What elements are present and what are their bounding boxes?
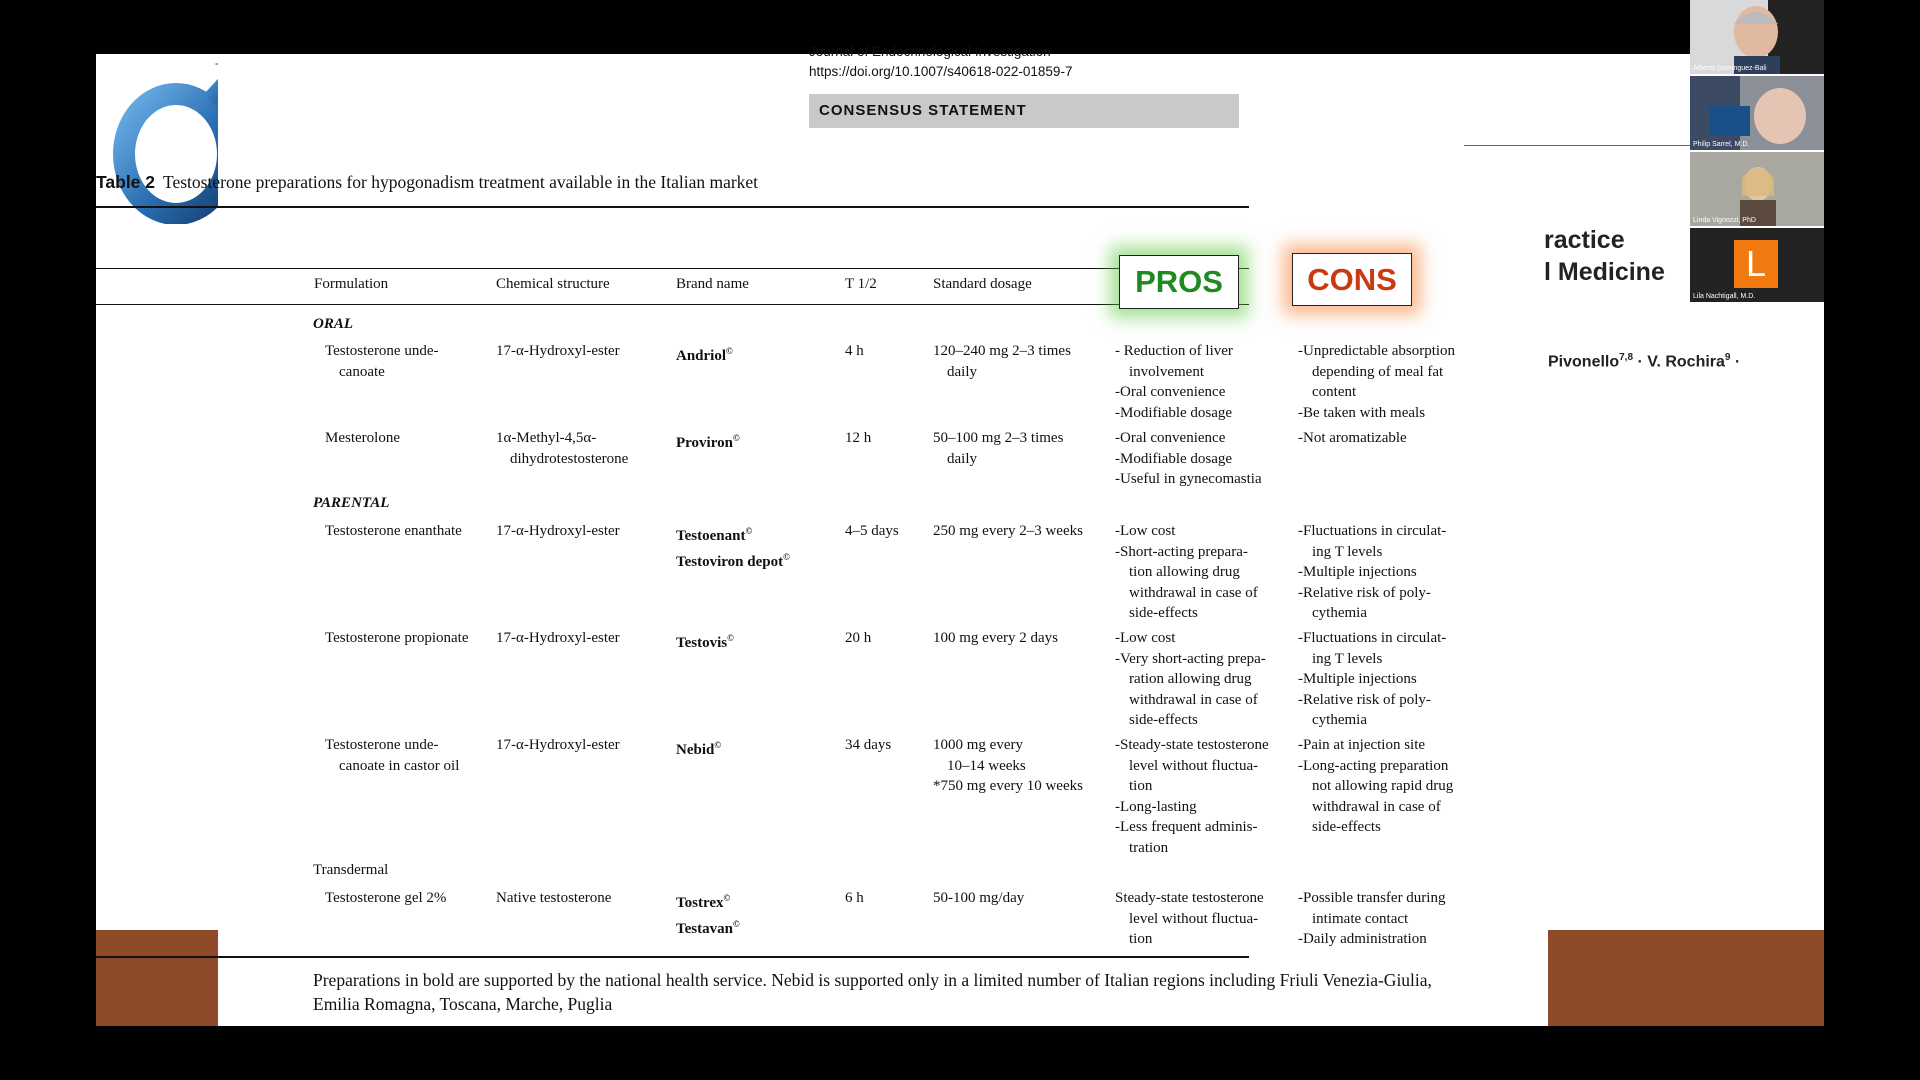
row-4-brand: Testovis©: [676, 633, 734, 651]
row-5-cons: -Pain at injection site -Long-acting preparation not allowing rapid drug withdrawal in case of side-effects: [1298, 737, 1454, 835]
table-bottom-rule: [96, 956, 1249, 958]
participant-avatar-4: L: [1734, 240, 1778, 288]
journal-name: Journal of Endocrinological Investigation: [809, 44, 1051, 59]
row-1-t12: 4 h: [845, 343, 864, 359]
row-6-brand: Tostrex© Testavan©: [676, 893, 740, 937]
row-5-t12: 34 days: [845, 737, 892, 753]
row-2-dosage: 50–100 mg 2–3 times daily: [933, 430, 1064, 467]
col-header-dosage: Standard dosage: [933, 276, 1032, 292]
row-2-pros: -Oral convenience -Modifiable dosage -Useful in gynecomastia: [1115, 430, 1262, 487]
section-transdermal: Transdermal: [313, 862, 389, 878]
section-oral: ORAL: [313, 316, 354, 332]
video-tile-4[interactable]: [1690, 228, 1824, 302]
row-2-chem: 1α-Methyl-4,5α- dihydrotestosterone: [496, 430, 629, 467]
row-3-brand: Testoenant© Testoviron depot©: [676, 526, 790, 570]
row-5-dosage: 1000 mg every 10–14 weeks *750 mg every 10 weeks: [933, 737, 1083, 794]
row-4-chem: 17-α-Hydroxyl-ester: [496, 630, 620, 646]
row-3-formulation: Testosterone enanthate: [325, 523, 462, 539]
video-tile-1[interactable]: [1690, 0, 1824, 74]
row-5-formulation: Testosterone unde- canoate in castor oil: [325, 737, 460, 774]
row-2-brand: Proviron©: [676, 433, 740, 451]
accent-bar-right: [1548, 930, 1824, 1026]
participant-video-3: [1690, 152, 1824, 226]
video-tile-3[interactable]: [1690, 152, 1824, 226]
table-title: Table 2 Testosterone preparations for hypogonadism treatment available in the Italian market: [96, 172, 759, 192]
row-6-cons: -Possible transfer during intimate contact -Daily administration: [1298, 890, 1446, 947]
row-2-formulation: Mesterolone: [325, 430, 400, 446]
row-6-pros: Steady-state testosterone level without fluctua- tion: [1115, 890, 1264, 947]
row-6-chem: Native testosterone: [496, 890, 612, 906]
participant-name-1: Alberto Dominguez-Bali: [1693, 65, 1767, 72]
row-3-t12: 4–5 days: [845, 523, 899, 539]
video-tile-2[interactable]: [1690, 76, 1824, 150]
row-3-pros: -Low cost -Short-acting prepara- tion allowing drug withdrawal in case of side-effects: [1115, 523, 1258, 621]
participant-name-4: Lila Nachtigall, M.D.: [1693, 293, 1756, 300]
pros-badge: PROS: [1119, 255, 1239, 309]
row-4-cons: -Fluctuations in circulat- ing T levels -Multiple injections -Relative risk of poly- cythemia: [1298, 630, 1447, 728]
section-label: CONSENSUS STATEMENT: [809, 94, 1239, 128]
header-top-rule: [96, 268, 1249, 269]
table-top-rule: [96, 206, 1249, 208]
col-header-chemical: Chemical structure: [496, 276, 610, 292]
col-header-t12: T 1/2: [845, 276, 877, 292]
row-1-brand: Andriol©: [676, 346, 733, 364]
row-5-chem: 17-α-Hydroxyl-ester: [496, 737, 620, 753]
header-bottom-rule: [96, 304, 1249, 305]
journal-info: [809, 42, 1072, 82]
col-header-formulation: Formulation: [314, 276, 389, 292]
row-3-cons: -Fluctuations in circulat- ing T levels -Multiple injections -Relative risk of poly- cythemia: [1298, 523, 1447, 621]
row-4-t12: 20 h: [845, 630, 872, 646]
row-6-t12: 6 h: [845, 890, 864, 906]
participant-video-2: [1690, 76, 1824, 150]
row-5-brand: Nebid©: [676, 740, 722, 758]
participant-name-3: Linda Vignozzi, PhD: [1693, 217, 1756, 224]
table-footnote: Preparations in bold are supported by the national health service. Nebid is supported only in a limited number of Italian regions including Friuli Venezia-Giulia, Emilia Romagna, Toscana, Marche, Puglia: [313, 970, 1432, 1014]
participant-video-1: [1690, 0, 1824, 74]
row-2-t12: 12 h: [845, 430, 872, 446]
row-1-formulation: Testosterone unde- canoate: [325, 343, 439, 380]
row-4-formulation: Testosterone propionate: [325, 630, 469, 646]
row-3-dosage: 250 mg every 2–3 weeks: [933, 523, 1083, 539]
participant-name-2: Philip Sarrel, M.D.: [1693, 141, 1750, 148]
row-1-pros: - Reduction of liver involvement -Oral convenience -Modifiable dosage: [1115, 343, 1233, 421]
background-article-title: ractice l Medicine: [1544, 226, 1665, 286]
row-4-pros: -Low cost -Very short-acting prepa- ration allowing drug withdrawal in case of side-effects: [1115, 630, 1266, 728]
row-5-pros: -Steady-state testosterone level without fluctua- tion -Long-lasting -Less frequent adminis- tration: [1115, 737, 1269, 856]
row-6-formulation: Testosterone gel 2%: [325, 890, 447, 906]
row-2-cons: -Not aromatizable: [1298, 430, 1407, 446]
background-authors: Pivonello$^{7,8}$ · V. Rochira$^9$ ·: [1548, 352, 1741, 371]
cons-badge: CONS: [1292, 253, 1412, 306]
row-4-dosage: 100 mg every 2 days: [933, 630, 1058, 646]
row-6-dosage: 50-100 mg/day: [933, 890, 1025, 906]
row-3-chem: 17-α-Hydroxyl-ester: [496, 523, 620, 539]
doi-link[interactable]: https://doi.org/10.1007/s40618-022-01859-7: [809, 64, 1073, 79]
col-header-brand: Brand name: [676, 276, 749, 292]
section-parental: PARENTAL: [313, 495, 390, 511]
row-1-chem: 17-α-Hydroxyl-ester: [496, 343, 620, 359]
row-1-dosage: 120–240 mg 2–3 times daily: [933, 343, 1071, 380]
row-1-cons: -Unpredictable absorption depending of meal fat content -Be taken with meals: [1298, 343, 1456, 421]
